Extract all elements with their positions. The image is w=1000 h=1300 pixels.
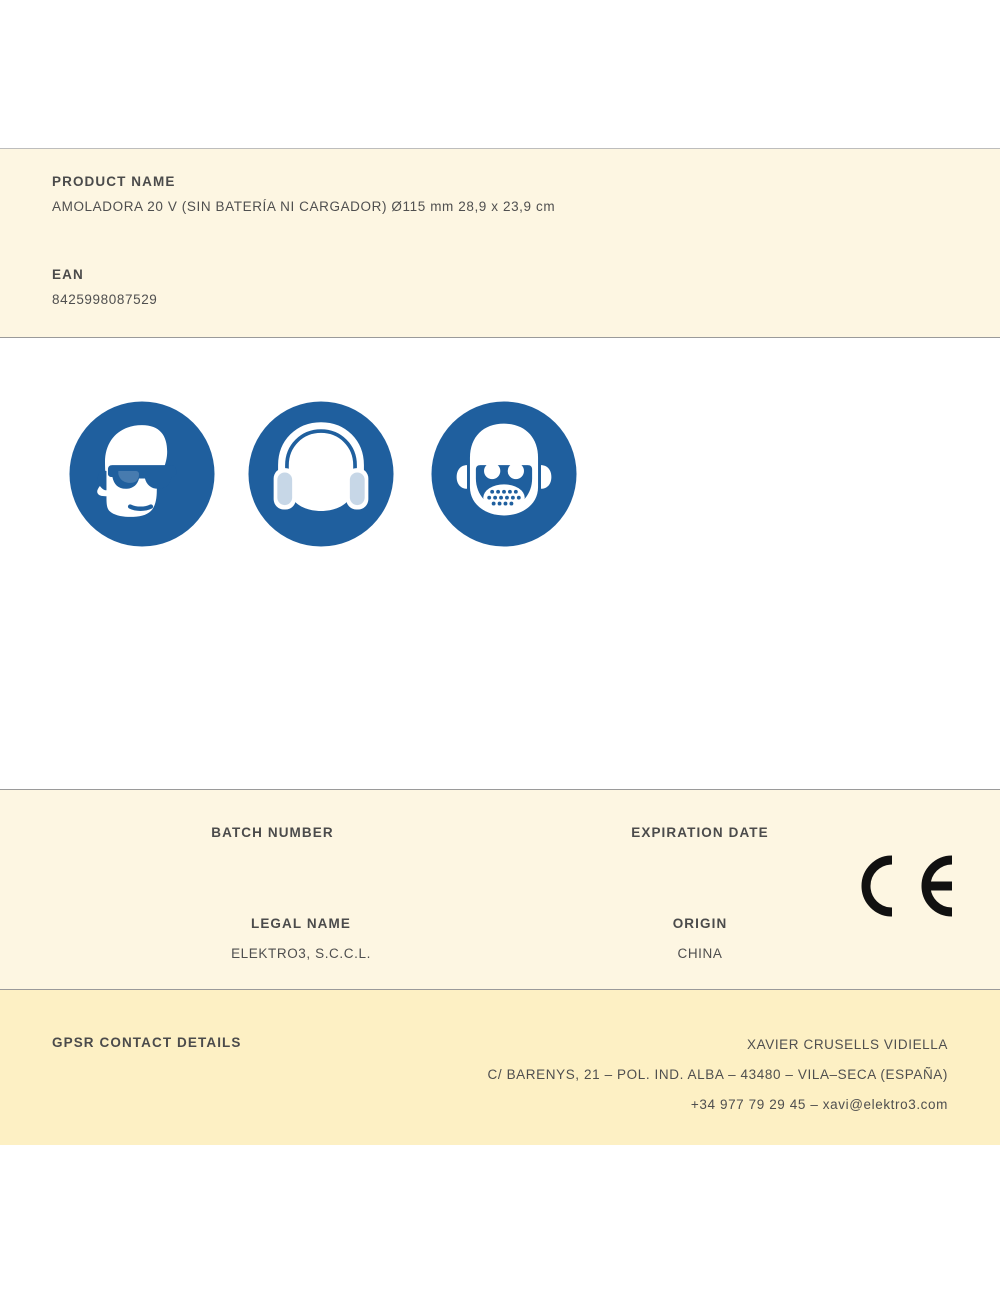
batch-legal-band	[0, 789, 1000, 989]
wear-respiratory-protection-icon	[430, 400, 578, 548]
gpsr-contact-name: XAVIER CRUSELLS VIDIELLA	[747, 1037, 948, 1052]
ean-block	[52, 267, 157, 307]
expiration-date-label: EXPIRATION DATE	[631, 825, 769, 840]
ean-label: EAN	[52, 267, 84, 282]
batch-number-label: BATCH NUMBER	[211, 825, 334, 840]
legal-name-label: LEGAL NAME	[250, 916, 351, 931]
ce-mark-icon	[852, 850, 962, 922]
gpsr-contact-address: C/ BARENYS, 21 – POL. IND. ALBA – 43480 – VILA–SECA (ESPAÑA)	[487, 1067, 948, 1082]
gpsr-contact-phone-email: +34 977 79 29 45 – xavi@elektro3.com	[690, 1097, 948, 1112]
gpsr-contact-label: GPSR CONTACT DETAILS	[52, 1035, 242, 1050]
product-info-band	[0, 148, 1000, 338]
origin-label: ORIGIN	[672, 916, 728, 931]
product-name-value: AMOLADORA 20 V (SIN BATERÍA NI CARGADOR) Ø115 mm 28,9 x 23,9 cm	[52, 199, 556, 214]
wear-ear-protection-icon	[247, 400, 395, 548]
ean-value: 8425998087529	[52, 292, 158, 307]
gpsr-contact-details	[488, 1030, 948, 1120]
product-name-label: PRODUCT NAME	[52, 174, 176, 189]
origin-value: CHINA	[677, 946, 723, 961]
legal-name-value: ELEKTRO3, S.C.C.L.	[231, 946, 371, 961]
wear-eye-protection-icon	[68, 400, 216, 548]
pictogram-area	[0, 338, 1000, 788]
gpsr-contact-band	[0, 989, 1000, 1145]
product-name-block	[52, 174, 555, 214]
